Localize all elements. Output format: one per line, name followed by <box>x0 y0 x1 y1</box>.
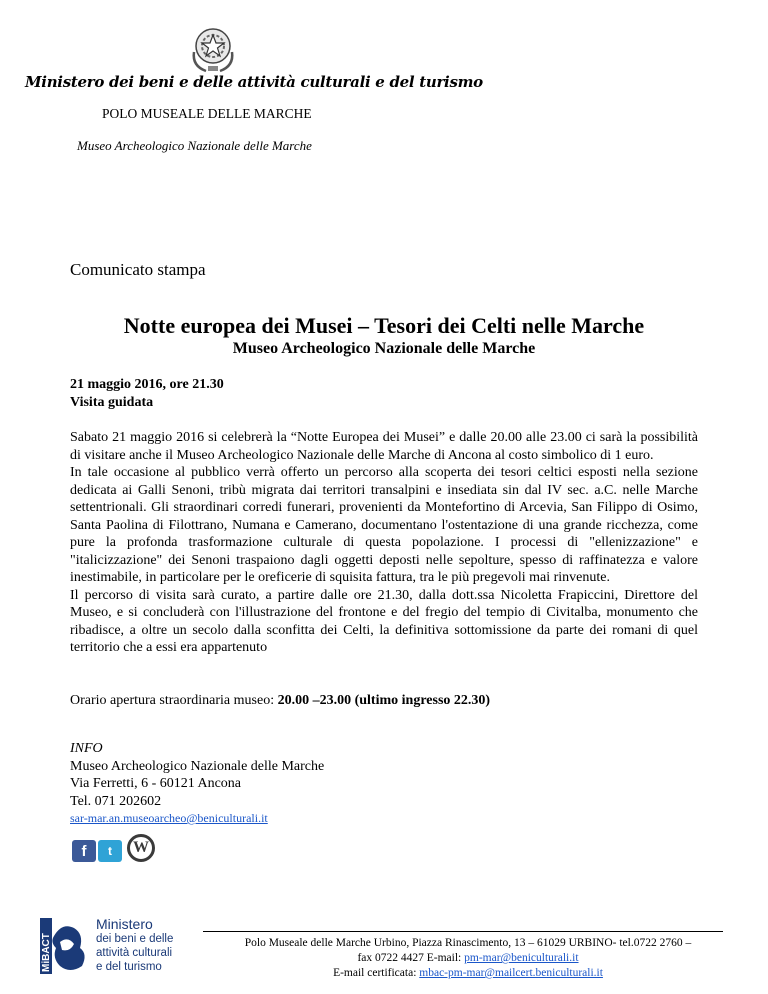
event-type: Visita guidata <box>70 395 154 410</box>
event-date: 21 maggio 2016, ore 21.30 <box>70 377 224 392</box>
body-paragraph: Il percorso di visita sarà curato, a partire dalle ore 21.30, dalla dott.ssa Nicoletta Frapiccini, Direttore del Museo, e si concluderà con l'illustrazione del frontone e del fregio del tempio di Civitalba, monumento che ribadisce, a oltre un secolo dalla sconfitta dei Celti, la definitiva sottomissione da parte dei romani di quel territorio che a essi era appartenuto <box>70 587 698 655</box>
info-email-link[interactable]: sar-mar.an.museoarcheo@beniculturali.it <box>70 811 268 825</box>
info-address: Via Ferretti, 6 - 60121 Ancona <box>70 776 242 791</box>
info-header: INFO <box>70 741 103 756</box>
ministry-heading: Ministero dei beni e delle attività culturali e del turismo <box>25 73 483 91</box>
press-subtitle: Museo Archeologico Nazionale delle Marche <box>232 340 536 357</box>
logo-line: Ministero <box>96 916 153 932</box>
logo-line: attività culturali <box>96 947 173 959</box>
italian-republic-emblem-icon <box>188 22 238 74</box>
polo-museale-heading: POLO MUSEALE DELLE MARCHE <box>102 106 312 121</box>
info-phone: Tel. 071 202602 <box>70 793 162 809</box>
footer-pec-line <box>203 966 733 981</box>
footer-fax-line <box>203 951 733 966</box>
twitter-icon[interactable]: t <box>98 840 122 862</box>
info-museum-name: Museo Archeologico Nazionale delle Marche <box>70 758 325 774</box>
mibact-side-text: MiBACT <box>41 933 52 972</box>
body-paragraph: Sabato 21 maggio 2016 si celebrerà la “Notte Europea dei Musei” e dalle 20.00 alle 23.00 ci sarà la possibilità di visitare anche il Museo Archeologico Nazionale delle Marche di Ancona al costo simbolico di 1 euro. <box>70 430 698 463</box>
logo-line: dei beni e delle <box>96 933 174 945</box>
footer <box>203 936 733 981</box>
opening-hours-value: 20.00 –23.00 (ultimo ingresso 22.30) <box>277 693 491 708</box>
footer-fax-text: fax 0722 4427 E-mail: <box>357 952 465 964</box>
footer-pec-text: E-mail certificata: <box>333 967 420 979</box>
mibact-logo-text <box>96 916 173 974</box>
wordpress-icon[interactable]: W <box>127 834 155 862</box>
opening-hours-label: Orario apertura straordinaria museo: <box>70 693 278 708</box>
footer-email-link[interactable]: pm-mar@beniculturali.it <box>464 952 579 964</box>
press-title: Notte europea dei Musei – Tesori dei Celti nelle Marche <box>123 313 645 338</box>
facebook-icon[interactable]: f <box>72 840 96 862</box>
opening-hours <box>70 693 490 709</box>
footer-pec-link[interactable]: mbac-pm-mar@mailcert.beniculturali.it <box>419 967 603 979</box>
footer-address: Polo Museale delle Marche Urbino, Piazza Rinascimento, 13 – 61029 URBINO- tel.0722 2760 – <box>244 937 692 949</box>
social-links <box>72 836 155 862</box>
body-paragraph: In tale occasione al pubblico verrà offerto un percorso alla scoperta dei tesori celtici esposti nella sezione dedicata ai Galli Senoni, tribù migrata dai territori transalpini e insediata sin dal IV sec. a.C. nelle Marche settentrionali. Gli straordinari corredi funerari, provenienti da Montefortino di Arcevia, San Filippo di Osimo, Santa Paolina di Filottrano, Numana e Camerano, documentano l'ostentazione di una grande ricchezza, come pure la profonda trasformazione culturale di questa popolazione. I processi di "ellenizzazione" e "italicizzazione" dei Senoni traspaiono dagli oggetti deposti nelle sepolture, spesso di raffinatezza e valore inestimabile, in particolare per le oreficerie di squisita fattura, tra le più pregevoli mai rinvenute. <box>70 465 698 585</box>
museum-subheading: Museo Archeologico Nazionale delle Marche <box>77 138 312 153</box>
event-date-block <box>70 376 224 412</box>
logo-line: e del turismo <box>96 961 162 973</box>
info-block <box>70 740 324 828</box>
footer-divider <box>203 931 723 932</box>
press-body <box>70 429 698 657</box>
press-release-label: Comunicato stampa <box>70 260 206 279</box>
